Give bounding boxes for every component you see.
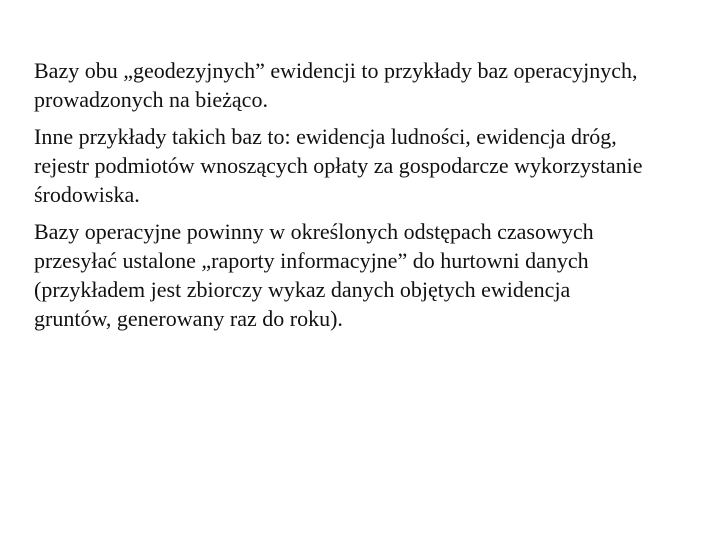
paragraph-information-reports: Bazy operacyjne powinny w określonych odstępach czasowych przesyłać ustalone „raporty informacyjne” do hurtowni danych (przykładem jest zbiorczy wykaz danych objętych ewidencja gruntów, generowany raz do roku). [34, 219, 594, 331]
slide-body-text [34, 56, 704, 341]
paragraph-operational-databases: Bazy obu „geodezyjnych” ewidencji to przykłady baz operacyjnych, prowadzonych na bieżąco. [34, 58, 638, 112]
paragraph-other-examples: Inne przykłady takich baz to: ewidencja ludności, ewidencja dróg, rejestr podmiotów wnoszących opłaty za gospodarcze wykorzystanie środowiska. [34, 124, 643, 207]
